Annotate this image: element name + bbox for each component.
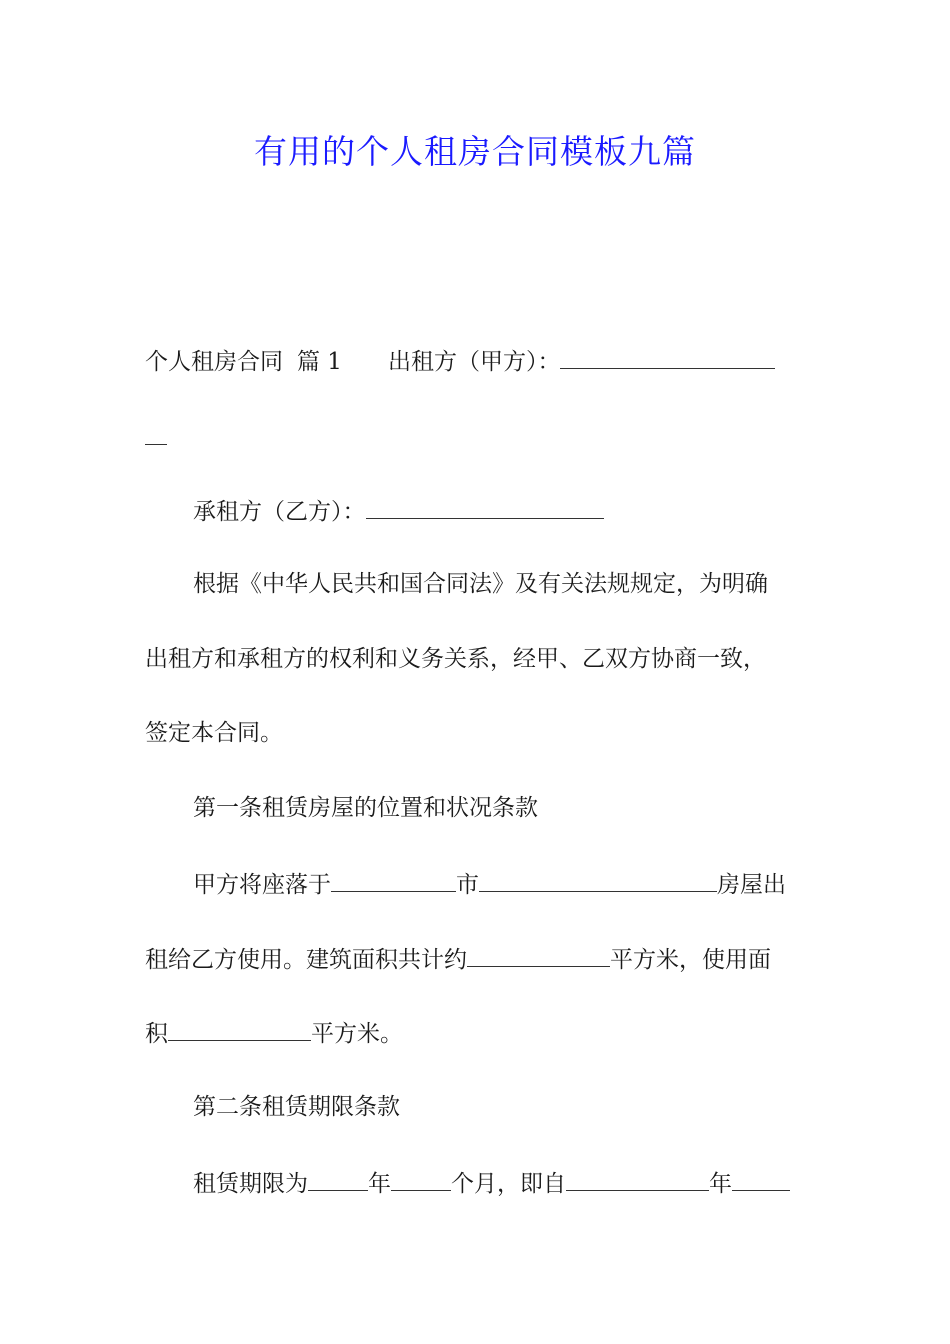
- paragraph-line: 出租方和承租方的权利和义务关系，经甲、乙双方协商一致，: [145, 646, 766, 672]
- address-blank: [479, 867, 717, 892]
- lessee-blank: [366, 494, 604, 519]
- text-segment: 租赁期限为: [193, 1171, 308, 1197]
- document-title: 有用的个人租房合同模板九篇: [254, 132, 696, 171]
- lessor-blank-tail: [145, 420, 167, 445]
- location-line: [193, 867, 810, 901]
- building-area-blank: [467, 942, 610, 967]
- article-heading: 第一条租赁房屋的位置和状况条款: [193, 795, 538, 821]
- lessor-blank-continued: [145, 420, 810, 454]
- text-segment: 租给乙方使用。建筑面积共计约: [145, 947, 467, 973]
- text-segment: 平方米。: [311, 1021, 403, 1047]
- area-line: [145, 942, 810, 976]
- contract-heading: 个人租房合同: [145, 349, 283, 375]
- lessor-blank: [560, 344, 775, 369]
- lessee-line: [193, 494, 810, 528]
- term-line: [193, 1166, 810, 1200]
- text-segment: 个月，即自: [451, 1171, 566, 1197]
- lessor-label: 出租方（甲方）：: [387, 349, 561, 375]
- start-month-blank: [732, 1166, 790, 1191]
- text-segment: 积: [145, 1021, 168, 1047]
- city-blank: [331, 867, 456, 892]
- lessee-label: 承租方（乙方）：: [193, 499, 366, 525]
- contract-header-line: [145, 344, 810, 378]
- text-segment: 年: [709, 1171, 732, 1197]
- article-heading: 第二条租赁期限条款: [193, 1094, 400, 1120]
- paragraph-line: 根据《中华人民共和国合同法》及有关法规规定，为明确: [193, 571, 768, 597]
- text-segment: 年: [368, 1171, 391, 1197]
- text-segment: 房屋出: [717, 872, 786, 898]
- paragraph-line: 签定本合同。: [145, 720, 283, 746]
- start-year-blank: [566, 1166, 709, 1191]
- years-blank: [308, 1166, 368, 1191]
- text-segment: 甲方将座落于: [193, 872, 331, 898]
- usable-area-line: [145, 1016, 810, 1050]
- article-number: 篇 1: [297, 349, 342, 375]
- usable-area-blank: [168, 1016, 311, 1041]
- text-segment: 平方米，使用面: [610, 947, 771, 973]
- text-segment: 市: [456, 872, 479, 898]
- months-blank: [391, 1166, 451, 1191]
